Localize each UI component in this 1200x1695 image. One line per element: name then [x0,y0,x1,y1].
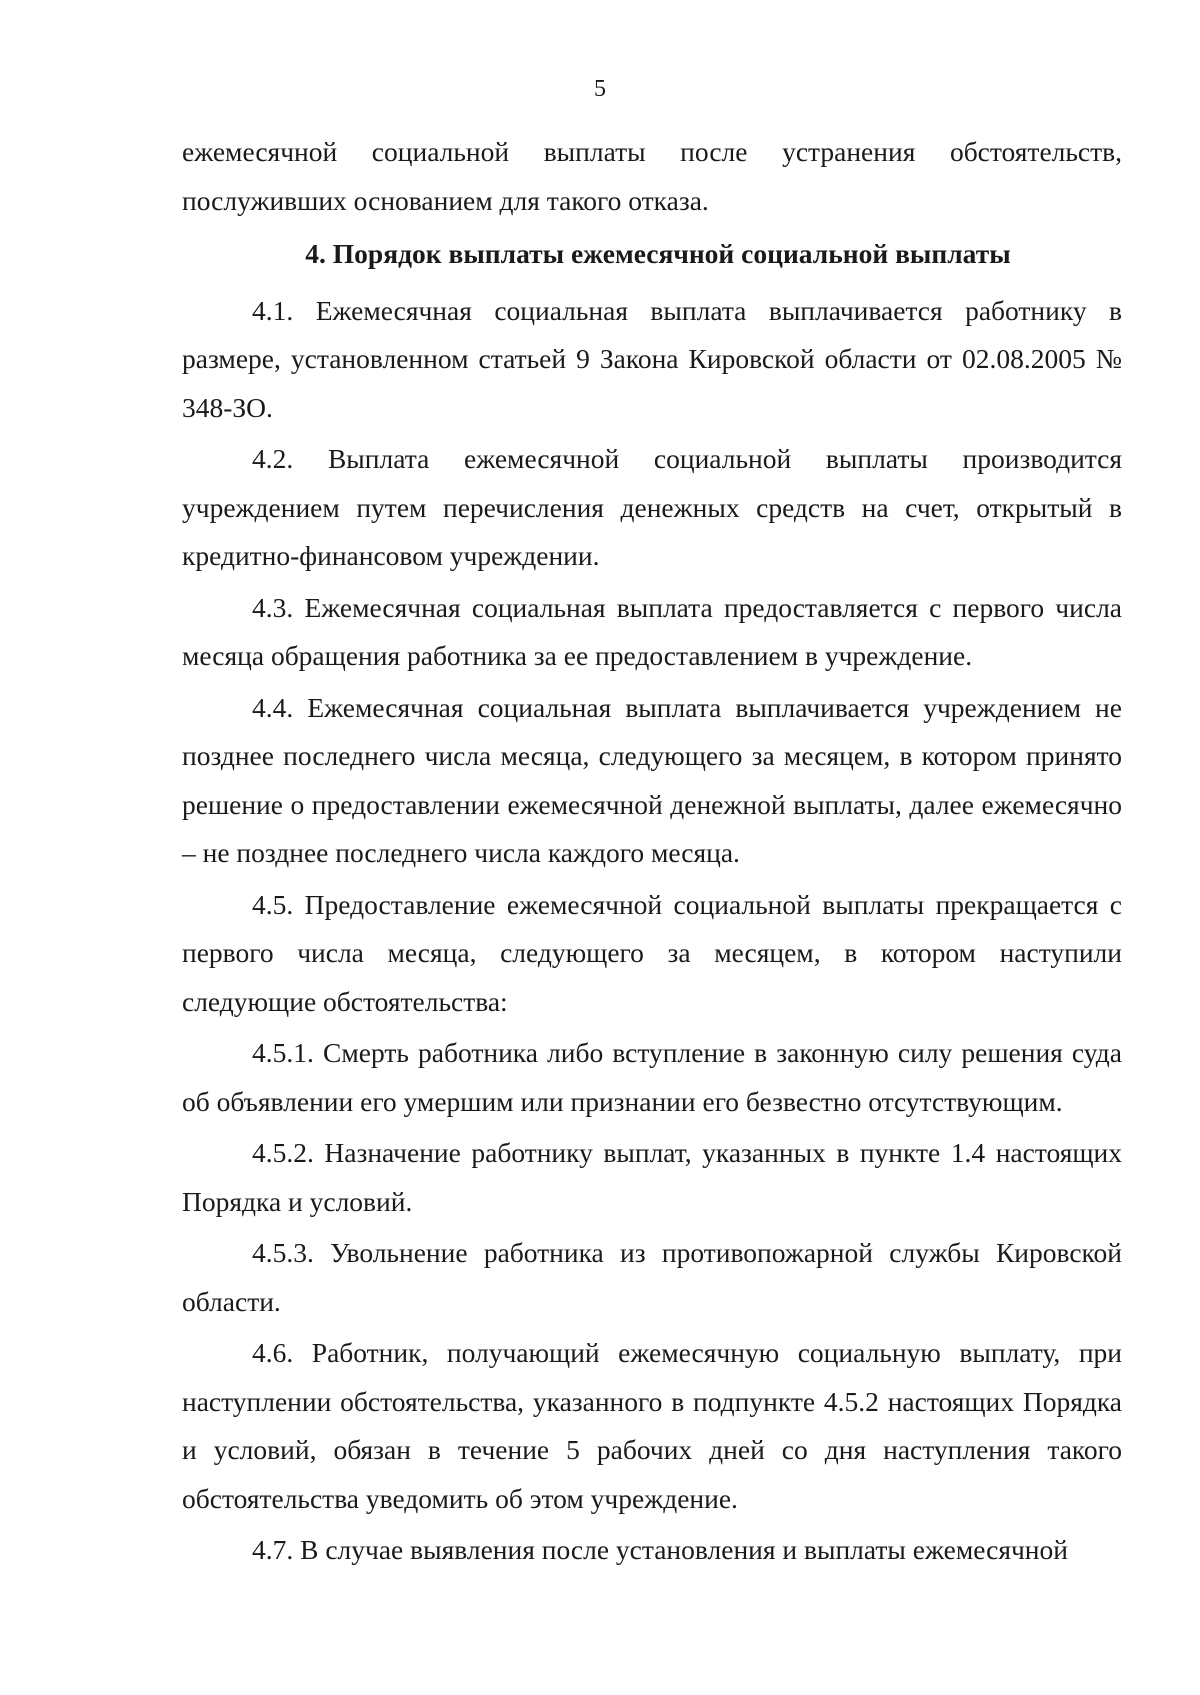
section-heading: 4. Порядок выплаты ежемесячной социальной выплаты [305,238,1011,269]
paragraph-4-3: 4.3. Ежемесячная социальная выплата предоставляется с первого числа месяца обращения работника за ее предоставлением в учреждение. [182,591,1122,671]
paragraph-4-1: 4.1. Ежемесячная социальная выплата выплачивается работнику в размере, установленном статьей 9 Закона Кировской области от 02.08.2005 № 348-ЗО. [182,294,1122,423]
page-number: 5 [594,76,606,102]
document-body [182,128,1122,1575]
paragraph-4-4: 4.4. Ежемесячная социальная выплата выплачивается учреждением не позднее последнего числа месяца, следующего за месяцем, в котором принято решение о предоставлении ежемесячной денежной выплаты, далее ежемесячно – не позднее последнего числа каждого месяца. [182,691,1122,868]
paragraph-4-2: 4.2. Выплата ежемесячной социальной выплаты производится учреждением путем перечисления денежных средств на счет, открытый в кредитно-финансовом учреждении. [182,443,1122,571]
paragraph-4-6: 4.6. Работник, получающий ежемесячную социальную выплату, при наступлении обстоятельства, указанного в подпункте 4.5.2 настоящих Порядка и условий, обязан в течение 5 рабочих дней со дня наступления такого обстоятельства уведомить об этом учреждение. [182,1337,1122,1514]
paragraph-4-5-3: 4.5.3. Увольнение работника из противопожарной службы Кировской области. [182,1237,1122,1317]
paragraph-4-5-2: 4.5.2. Назначение работнику выплат, указанных в пункте 1.4 настоящих Порядка и условий. [182,1137,1122,1217]
paragraph-4-5: 4.5. Предоставление ежемесячной социальной выплаты прекращается с первого числа месяца, следующего за месяцем, в котором наступили следующие обстоятельства: [182,888,1122,1017]
paragraph-4-7: 4.7. В случае выявления после установления и выплаты ежемесячной [252,1534,1068,1565]
paragraph-4-5-1: 4.5.1. Смерть работника либо вступление в законную силу решения суда об объявлении его умершим или признании его безвестно отсутствующим. [182,1037,1122,1117]
paragraph-continuation: ежемесячной социальной выплаты после устранения обстоятельств, послуживших основанием для такого отказа. [182,136,1122,216]
